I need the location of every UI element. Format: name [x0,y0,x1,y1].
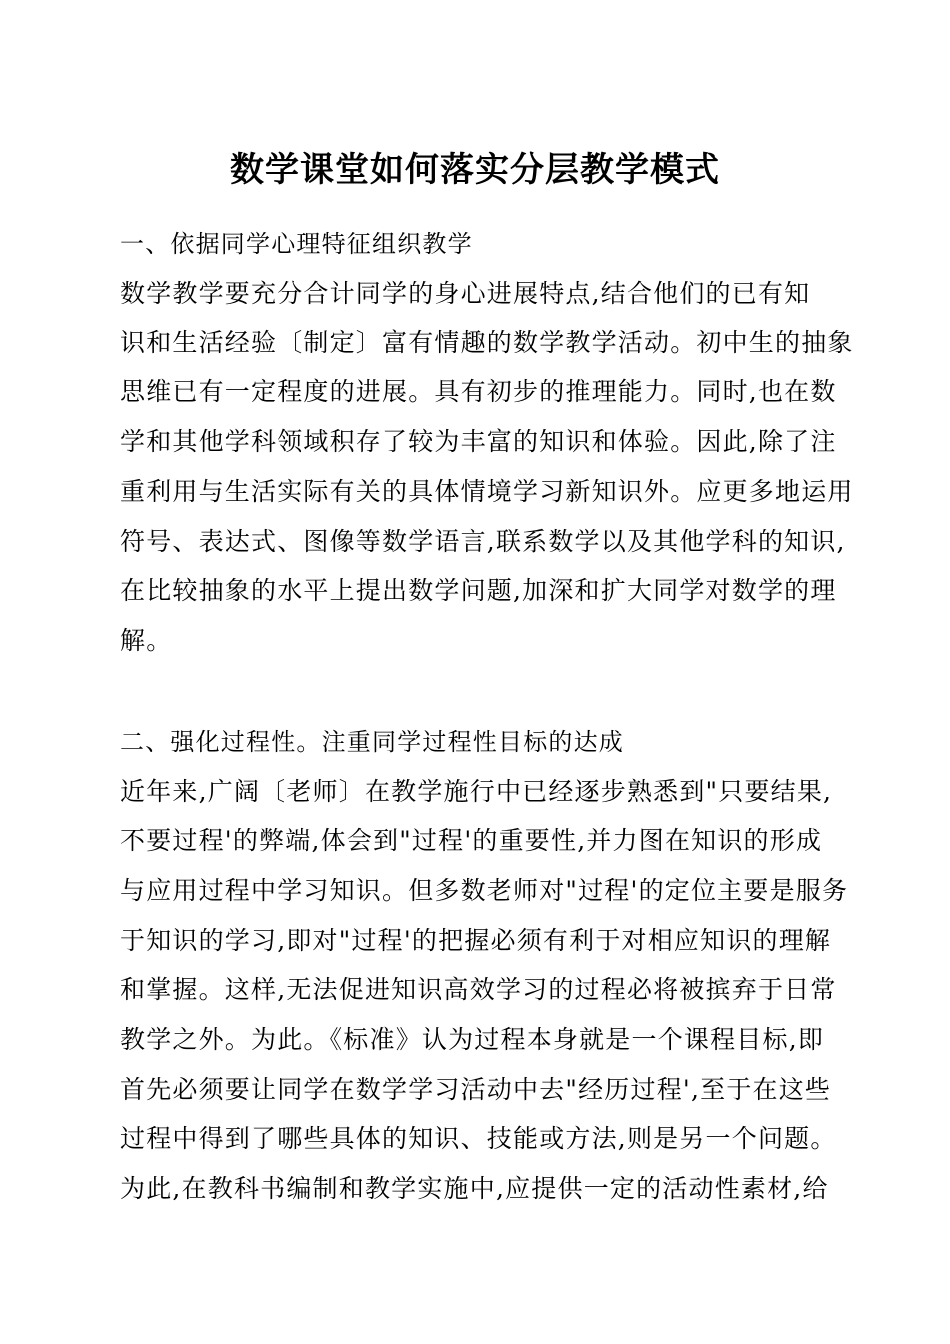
section-2-line-8: 过程中得到了哪些具体的知识、技能或方法,则是另一个问题。 [120,1124,837,1153]
section-2-line-7: 首先必须要让同学在数学学习活动中去"经历过程',至于在这些 [120,1075,832,1104]
section-1-line-8: 解。 [120,626,173,655]
section-1-line-7: 在比较抽象的水平上提出数学问题,加深和扩大同学对数学的理 [120,576,837,605]
section-1-line-3: 思维已有一定程度的进展。具有初步的推理能力。同时,也在数 [120,377,837,406]
section-2-line-4: 于知识的学习,即对"过程'的把握必须有利于对相应知识的理解 [120,926,832,955]
section-1-line-2: 识和生活经验〔制定〕富有情趣的数学教学活动。初中生的抽象 [120,328,854,357]
section-2-heading: 二、强化过程性。注重同学过程性目标的达成 [120,728,624,756]
document-title: 数学课堂如何落实分层教学模式 [230,150,720,190]
section-1-line-4: 学和其他学科领域积存了较为丰富的知识和体验。因此,除了注 [120,427,837,456]
section-2-line-9: 为此,在教科书编制和教学实施中,应提供一定的活动性素材,给 [120,1174,829,1203]
section-2-line-2: 不要过程'的弊端,体会到"过程'的重要性,并力图在知识的形成 [120,826,823,855]
section-2-line-6: 教学之外。为此。《标准》认为过程本身就是一个课程目标,即 [120,1025,825,1054]
section-2-line-5: 和掌握。这样,无法促进知识高效学习的过程必将被摈弃于日常 [120,975,837,1004]
section-1-line-5: 重利用与生活实际有关的具体情境学习新知识外。应更多地运用 [120,477,854,506]
section-2-line-3: 与应用过程中学习知识。但多数老师对"过程'的定位主要是服务 [120,876,849,905]
section-2-line-1: 近年来,广阔〔老师〕在教学施行中已经逐步熟悉到"只要结果, [120,777,833,806]
section-1-line-6: 符号、表达式、图像等数学语言,联系数学以及其他学科的知识, [120,527,846,556]
section-1-heading: 一、依据同学心理特征组织教学 [120,230,473,258]
section-1-line-1: 数学教学要充分合计同学的身心进展特点,结合他们的已有知 [120,279,811,308]
